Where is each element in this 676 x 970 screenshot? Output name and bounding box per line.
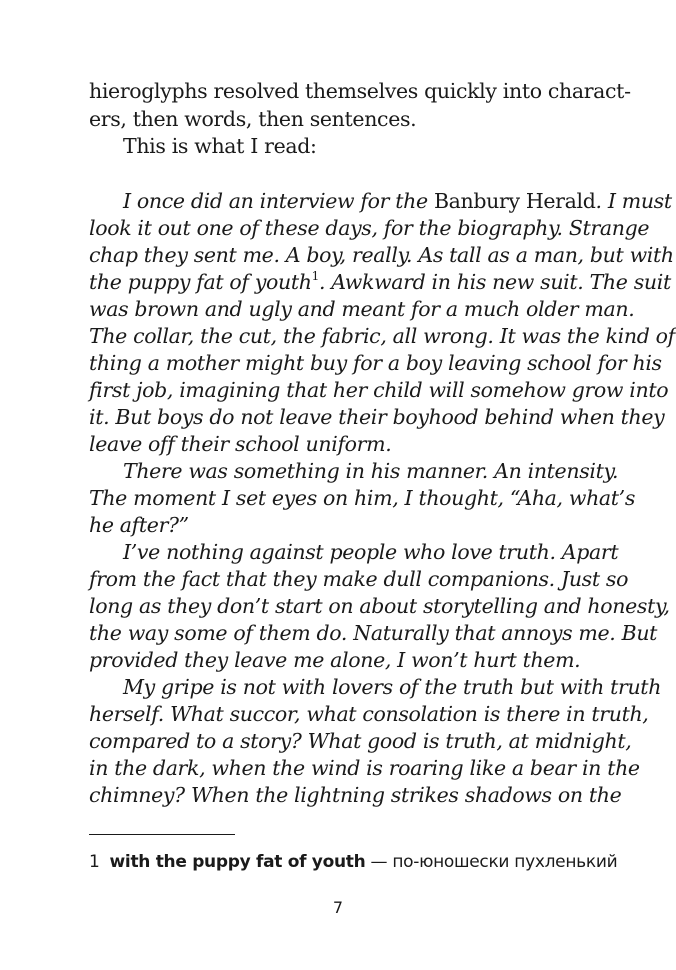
quote-line: the puppy fat of youth$^1$. Awkward in his new suit. The suit (89, 269, 671, 294)
quote-line: in the dark, when the wind is roaring like a bear in the (89, 756, 640, 780)
quote-line: the way some of them do. Naturally that annoys me. But (89, 621, 658, 645)
quote-line: chimney? When the lightning strikes shadows on the (89, 783, 622, 807)
quote-line: provided they leave me alone, I won’t hurt them. (89, 648, 581, 672)
footnote (89, 850, 618, 874)
quote-line: herself. What succor, what consolation is there in truth, (89, 702, 649, 726)
footnote-separator (89, 834, 235, 835)
quote-line: thing a mother might buy for a boy leaving school for his (89, 351, 662, 375)
body-line: ers, then words, then sentences. (89, 107, 417, 131)
quote-line: was brown and ugly and meant for a much older man. (89, 297, 635, 321)
quote-line: compared to a story? What good is truth, at midnight, (89, 729, 632, 753)
quote-line: from the fact that they make dull companions. Just so (89, 567, 629, 591)
footnote-marker: 1 (311, 269, 319, 284)
quote-line: look it out one of these days, for the biography. Strange (89, 216, 650, 240)
quote-line: chap they sent me. A boy, really. As tall as a man, but with (89, 243, 674, 267)
quote-line: My gripe is not with lovers of the truth but with truth (123, 675, 662, 699)
quote-line: it. But boys do not leave their boyhood behind when they (89, 405, 665, 429)
quote-line: I’ve nothing against people who love truth. Apart (123, 540, 619, 564)
newspaper-title: Banbury Herald (433, 189, 596, 213)
quote-line: There was something in his manner. An intensity. (123, 459, 619, 483)
quote-line: The collar, the cut, the fabric, all wrong. It was the kind of (89, 324, 675, 348)
footnote-number: 1 (89, 852, 100, 872)
footnote-term: with the puppy fat of youth (109, 852, 366, 872)
page-number: 7 (332, 898, 344, 917)
quote-line: leave off their school uniform. (89, 432, 392, 456)
body-line: This is what I read: (123, 134, 317, 158)
quote-line: long as they don’t start on about storytelling and honesty, (89, 594, 670, 618)
footnote-gloss: — по-юношески пухленький (365, 852, 618, 872)
quote-line: he after?” (89, 513, 189, 537)
quote-line: The moment I set eyes on him, I thought, “Aha, what’s (89, 486, 636, 510)
body-line: hieroglyphs resolved themselves quickly into charact- (89, 79, 631, 103)
quote-line: I once did an interview for the Banbury Herald. I must (123, 189, 672, 213)
quote-line: first job, imagining that her child will somehow grow into (89, 378, 669, 402)
